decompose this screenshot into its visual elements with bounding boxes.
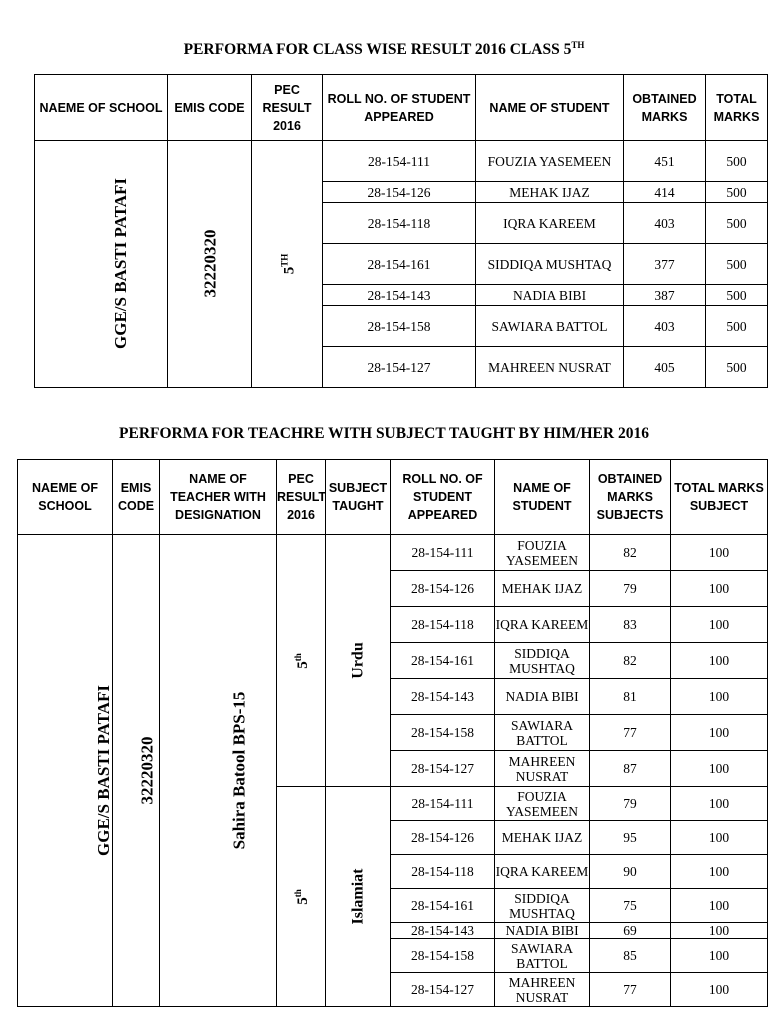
t1-header-pec: PEC RESULT 2016 (252, 75, 323, 141)
total-marks: 500 (706, 306, 768, 347)
table-row (35, 141, 768, 182)
roll-number: 28-154-143 (391, 679, 495, 715)
student-name: SIDDIQA MUSHTAQ (495, 643, 590, 679)
pec-result-cell (277, 535, 326, 787)
student-name: IQRA KAREEM (495, 607, 590, 643)
total-marks: 100 (671, 855, 768, 889)
obtained-marks: 451 (624, 141, 706, 182)
student-name: FOUZIA YASEMEEN (495, 535, 590, 571)
obtained-marks: 79 (590, 787, 671, 821)
pec-result-suffix: th (292, 888, 303, 897)
roll-number: 28-154-111 (391, 535, 495, 571)
student-name: MAHREEN NUSRAT (495, 751, 590, 787)
t1-header-total: TOTAL MARKS (706, 75, 768, 141)
obtained-marks: 403 (624, 203, 706, 244)
pec-result-value: 5 (294, 896, 311, 905)
emis-code-cell (113, 535, 160, 1007)
total-marks: 100 (671, 889, 768, 923)
t2-header-subject: SUBJECT TAUGHT (326, 460, 391, 535)
obtained-marks: 87 (590, 751, 671, 787)
total-marks: 100 (671, 973, 768, 1007)
obtained-marks: 377 (624, 244, 706, 285)
student-name: NADIA BIBI (495, 679, 590, 715)
obtained-marks: 82 (590, 535, 671, 571)
obtained-marks: 405 (624, 347, 706, 388)
pec-result-suffix: th (292, 652, 303, 661)
obtained-marks: 403 (624, 306, 706, 347)
pec-result-suffix: TH (278, 253, 289, 267)
subject-cell (326, 535, 391, 787)
roll-number: 28-154-143 (391, 923, 495, 939)
teacher-name-cell (160, 535, 277, 1007)
student-name: MEHAK IJAZ (476, 182, 624, 203)
roll-number: 28-154-111 (391, 787, 495, 821)
total-marks: 100 (671, 571, 768, 607)
total-marks: 500 (706, 182, 768, 203)
table1-header-row (35, 75, 768, 141)
emis-code-cell (168, 141, 252, 388)
student-name: IQRA KAREEM (495, 855, 590, 889)
total-marks: 100 (671, 643, 768, 679)
pec-result-value: 5 (294, 660, 311, 669)
t1-header-name: NAME OF STUDENT (476, 75, 624, 141)
total-marks: 100 (671, 607, 768, 643)
t2-header-school: NAEME OF SCHOOL (18, 460, 113, 535)
total-marks: 100 (671, 939, 768, 973)
total-marks: 500 (706, 347, 768, 388)
total-marks: 100 (671, 535, 768, 571)
t2-header-obtained: OBTAINED MARKS SUBJECTS (590, 460, 671, 535)
total-marks: 100 (671, 923, 768, 939)
obtained-marks: 77 (590, 973, 671, 1007)
t1-header-roll: ROLL NO. OF STUDENT APPEARED (323, 75, 476, 141)
pec-result-cell (252, 141, 323, 388)
subject-cell (326, 787, 391, 1007)
table2-title: PERFORMA FOR TEACHRE WITH SUBJECT TAUGHT BY HIM/HER 2016 (119, 425, 649, 442)
emis-code: 32220320 (200, 229, 219, 298)
table-row (18, 535, 768, 571)
student-name: SIDDIQA MUSHTAQ (476, 244, 624, 285)
obtained-marks: 85 (590, 939, 671, 973)
roll-number: 28-154-158 (391, 939, 495, 973)
student-name: SIDDIQA MUSHTAQ (495, 889, 590, 923)
student-name: SAWIARA BATTOL (495, 715, 590, 751)
subject-name: Islamiat (349, 868, 367, 925)
teacher-name: Sahira Batool BPS-15 (229, 691, 249, 849)
table1-title: PERFORMA FOR CLASS WISE RESULT 2016 CLASS 5TH (183, 40, 585, 59)
school-name: GGE/S BASTI PATAFI (110, 178, 130, 349)
obtained-marks: 387 (624, 285, 706, 306)
table2-header-row (18, 460, 768, 535)
total-marks: 500 (706, 244, 768, 285)
t1-header-emis: EMIS CODE (168, 75, 252, 141)
school-name-cell (18, 535, 113, 1007)
roll-number: 28-154-161 (391, 889, 495, 923)
roll-number: 28-154-127 (323, 347, 476, 388)
student-name: NADIA BIBI (495, 923, 590, 939)
teacher-subject-table (17, 459, 768, 1007)
school-name-cell (35, 141, 168, 388)
pec-result-value: 5 (280, 266, 297, 275)
student-name: MEHAK IJAZ (495, 821, 590, 855)
subject-name: Urdu (349, 642, 367, 679)
t2-header-roll: ROLL NO. OF STUDENT APPEARED (391, 460, 495, 535)
total-marks: 100 (671, 751, 768, 787)
total-marks: 100 (671, 787, 768, 821)
student-name: MAHREEN NUSRAT (495, 973, 590, 1007)
roll-number: 28-154-161 (391, 643, 495, 679)
roll-number: 28-154-118 (391, 855, 495, 889)
obtained-marks: 79 (590, 571, 671, 607)
roll-number: 28-154-126 (323, 182, 476, 203)
pec-result (291, 653, 311, 669)
student-name: IQRA KAREEM (476, 203, 624, 244)
roll-number: 28-154-161 (323, 244, 476, 285)
obtained-marks: 81 (590, 679, 671, 715)
roll-number: 28-154-143 (323, 285, 476, 306)
roll-number: 28-154-127 (391, 973, 495, 1007)
pec-result (277, 254, 297, 275)
obtained-marks: 69 (590, 923, 671, 939)
t1-header-school: NAEME OF SCHOOL (35, 75, 168, 141)
obtained-marks: 77 (590, 715, 671, 751)
class-result-table (34, 74, 768, 388)
obtained-marks: 82 (590, 643, 671, 679)
roll-number: 28-154-127 (391, 751, 495, 787)
t2-header-total: TOTAL MARKS SUBJECT (671, 460, 768, 535)
student-name: SAWIARA BATTOL (476, 306, 624, 347)
emis-code: 32220320 (137, 736, 157, 804)
pec-result-cell (277, 787, 326, 1007)
total-marks: 100 (671, 679, 768, 715)
total-marks: 500 (706, 203, 768, 244)
roll-number: 28-154-158 (391, 715, 495, 751)
roll-number: 28-154-111 (323, 141, 476, 182)
obtained-marks: 414 (624, 182, 706, 203)
obtained-marks: 95 (590, 821, 671, 855)
total-marks: 100 (671, 821, 768, 855)
total-marks: 500 (706, 285, 768, 306)
roll-number: 28-154-118 (323, 203, 476, 244)
roll-number: 28-154-126 (391, 571, 495, 607)
student-name: NADIA BIBI (476, 285, 624, 306)
obtained-marks: 75 (590, 889, 671, 923)
pec-result (291, 889, 311, 905)
student-name: FOUZIA YASEMEEN (495, 787, 590, 821)
obtained-marks: 83 (590, 607, 671, 643)
student-name: MAHREEN NUSRAT (476, 347, 624, 388)
student-name: MEHAK IJAZ (495, 571, 590, 607)
obtained-marks: 90 (590, 855, 671, 889)
t2-header-teacher: NAME OF TEACHER WITH DESIGNATION (160, 460, 277, 535)
t1-header-obtained: OBTAINED MARKS (624, 75, 706, 141)
total-marks: 100 (671, 715, 768, 751)
school-name: GGE/S BASTI PATAFI (93, 684, 113, 856)
student-name: FOUZIA YASEMEEN (476, 141, 624, 182)
roll-number: 28-154-118 (391, 607, 495, 643)
t2-header-emis: EMIS CODE (113, 460, 160, 535)
t2-header-pec: PEC RESULT 2016 (277, 460, 326, 535)
total-marks: 500 (706, 141, 768, 182)
roll-number: 28-154-158 (323, 306, 476, 347)
t2-header-name: NAME OF STUDENT (495, 460, 590, 535)
roll-number: 28-154-126 (391, 821, 495, 855)
student-name: SAWIARA BATTOL (495, 939, 590, 973)
